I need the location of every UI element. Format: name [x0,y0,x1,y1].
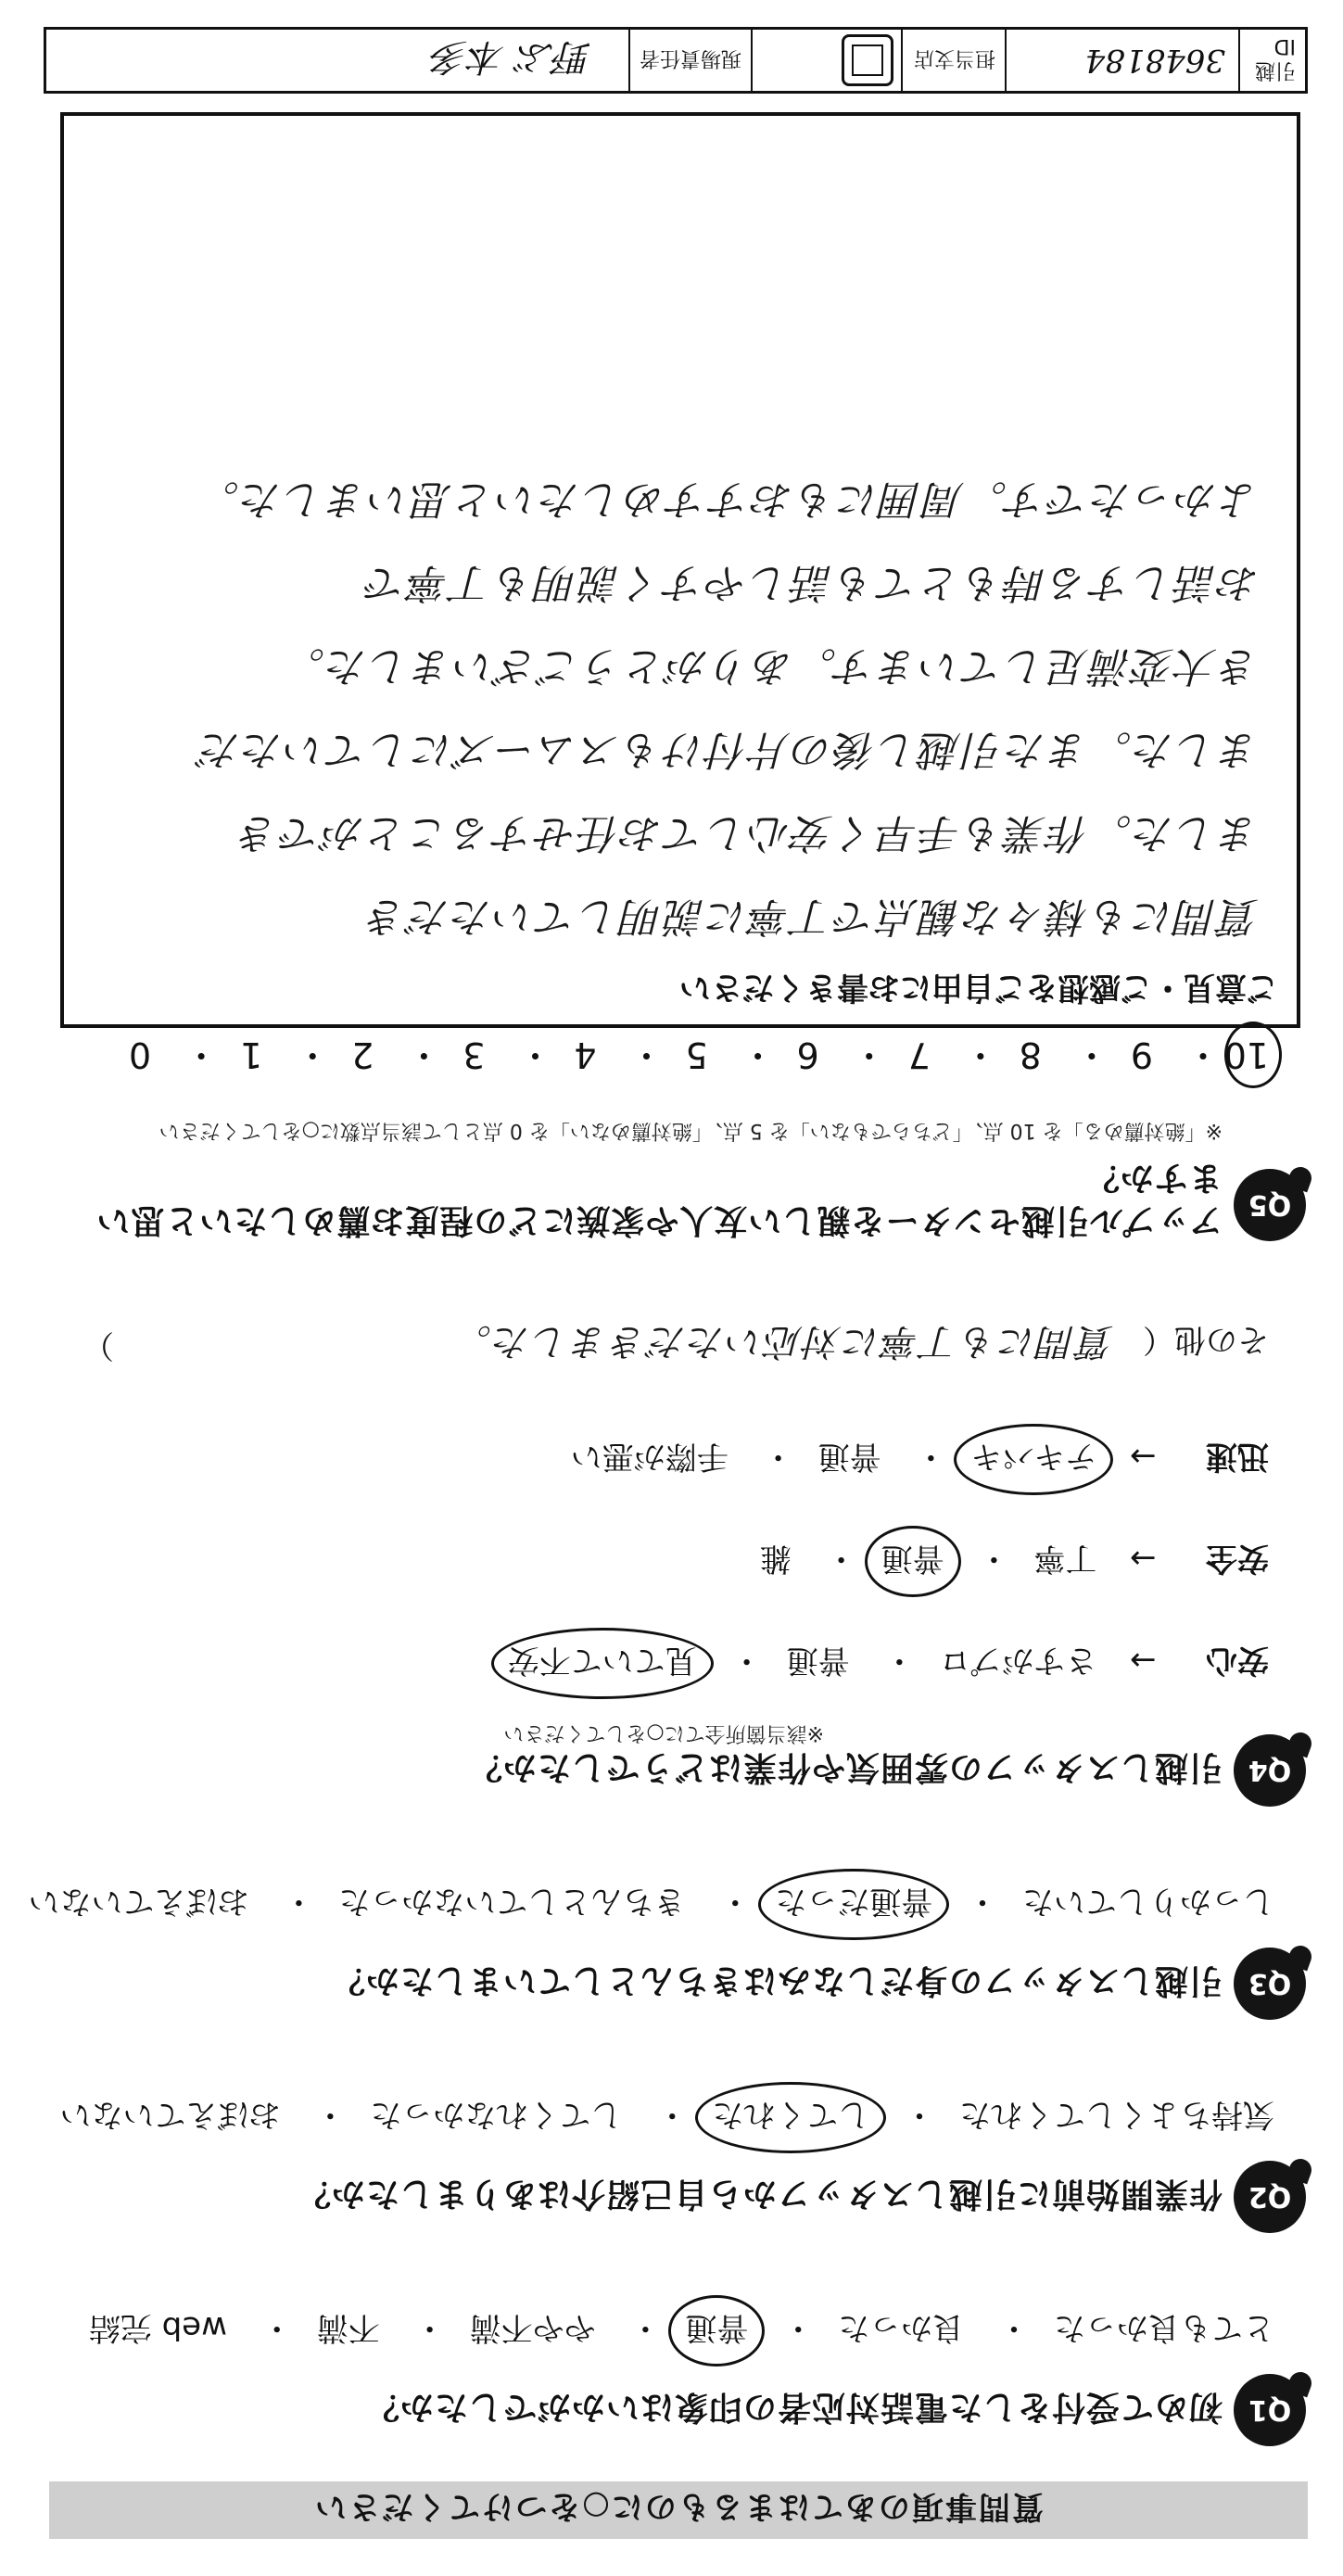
q2-options: 気持ちよくしてくれた・ してくれた・ してくれなかった・ おぼえていない [57,2095,1278,2140]
q3-option-2-selected[interactable]: 普通だった [771,1882,936,1927]
q4-row-jinsoku: 迅速 → テキパキ・ 普通・ 手際が悪い [567,1437,1269,1482]
q2-option-1[interactable]: 気持ちよくしてくれた [959,2096,1274,2133]
q4-text: 引越しスタッフの雰囲気や作業はどうでしたか？ [467,1748,1223,1786]
comment-line-2: ました。作業も手早く安心してお任せすることができ [236,809,1260,857]
q3-text: 引越しスタッフの身だしなみはきちんとしていましたか？ [330,1961,1223,1999]
q4-row3-option-2[interactable]: 普通 [817,1438,881,1475]
q4-other-row [64,1318,1269,1371]
footer-branch-stamp [751,30,901,91]
q1-option-4[interactable]: やや不満 [469,2309,596,2346]
footer-signature-cell [46,30,628,91]
q5-score-1[interactable]: 1 [240,1034,263,1075]
q1-option-3-selected[interactable]: 普通 [681,2308,752,2354]
survey-header [49,2481,1308,2539]
comment-line-4: き大変満足しています。ありがとうございました。 [282,642,1260,690]
q4-row3-option-1-selected[interactable]: テキパキ [967,1437,1100,1482]
comment-box[interactable] [60,112,1300,1028]
q4-row-anzen: 安全 → 丁寧・ 普通・ 雑 [756,1539,1269,1584]
comment-line-5: お話しする時もとても話しやすく説明も丁寧で [364,559,1260,606]
q5-score-2[interactable]: 2 [351,1034,374,1075]
q4-row-anshin: 安心 → さすがプロ・ 普通・ 見ていて不安 [504,1641,1269,1686]
q5-score-5[interactable]: 5 [685,1034,708,1075]
footer-id-label: 引越 ID [1238,30,1305,91]
q5-text: アップル引越センターを親しい友人や家族にどの程度お薦めしたいと思いますか？ [95,1159,1223,1239]
q2-option-4[interactable]: おぼえていない [59,2096,281,2133]
q4-row1-option-3-selected[interactable]: 見ていて不安 [504,1641,701,1686]
q4-badge-icon: Q4 [1234,1734,1306,1807]
q4-row3-option-3[interactable]: 手際が悪い [570,1438,729,1475]
q1-option-2[interactable]: 良かった [838,2309,965,2346]
footer-leader-label: 現場責任者 [628,30,751,91]
q5-badge-icon: Q5 [1234,1169,1306,1241]
q5-score-4[interactable]: 4 [574,1034,597,1075]
q4-row-label: 安全 [1206,1540,1269,1577]
q4-other-close: ） [82,1326,114,1364]
q5-score-7[interactable]: 7 [907,1034,931,1075]
branch-stamp-icon [842,34,893,86]
question-2 [0,2085,1343,2233]
q2-option-3[interactable]: してくれなかった [370,2096,623,2133]
q4-row1-option-2[interactable]: 普通 [786,1642,850,1679]
q5-score-6[interactable]: 6 [796,1034,819,1075]
q2-option-2-selected[interactable]: してくれた [708,2095,873,2140]
arrow-right-icon: → [1129,1642,1157,1679]
q4-other-label: その他（ [1143,1321,1269,1358]
question-1 [0,2298,1343,2446]
question-5 [0,1019,1343,1241]
question-3 [0,1872,1343,2020]
q3-option-3[interactable]: きちんとしていなかった [338,1883,686,1920]
q3-badge-icon: Q3 [1234,1948,1306,2020]
q4-note: ※該当箇所全てに○をしてください [503,1721,824,1745]
leader-signature: 野ぶ 本多 [431,35,591,79]
q2-text: 作業開始前に引越しスタッフから自己紹介はありましたか？ [296,2175,1223,2213]
q4-row-label: 迅速 [1206,1438,1269,1475]
footer-branch-label: 担当支店 [901,30,1005,91]
footer-table [44,27,1308,94]
q1-options: とても良かった・ 良かった・ 普通・ やや不満・ 不満・ web 完結 [85,2308,1278,2354]
q5-score-10-selected[interactable]: 10 [1223,1034,1269,1075]
q1-badge-icon: Q1 [1234,2374,1306,2446]
q5-score-3[interactable]: 3 [462,1034,486,1075]
comment-title: ご意見・ご感想をご自由にお書きください [679,969,1278,1006]
comment-line-6: よかったです。周囲にもおすすめしたいと思いました。 [196,476,1260,523]
arrow-right-icon: → [1129,1438,1157,1475]
q5-score-0[interactable]: 0 [128,1034,152,1075]
q5-note: ※「絶対薦める」を 10 点、「どちらでもない」を 5 点、「絶対薦めない」を 0 点として該当点数に○をしてください [158,1119,1223,1142]
footer-id-value: 3648184 [1005,30,1238,91]
q1-option-1[interactable]: とても良かった [1054,2309,1274,2346]
q4-row-label: 安心 [1206,1642,1269,1679]
q4-row2-option-1[interactable]: 丁寧 [1033,1540,1097,1577]
comment-line-1: 質問にも様々な観点で丁寧に説明していただき [364,893,1260,940]
q4-other-handwritten[interactable]: 質問にも丁寧に対応いただきました。 [452,1320,1115,1363]
q1-option-6[interactable]: web 完結 [88,2309,227,2346]
q4-row1-option-1[interactable]: さすがプロ [939,1642,1097,1679]
q1-text: 初めて受付をした電話対応者の印象はいかがでしたか？ [364,2388,1223,2426]
comment-line-3: ました。また引越し後の片付けもスムーズにしていただ [197,726,1260,773]
question-4 [0,1269,1343,1807]
q5-scale: 10・ 9・ 8・ 7・ 6・ 5・ 4・ 3・ 2・ 1・ 0 [124,1033,1269,1084]
arrow-right-icon: → [1129,1540,1157,1577]
q4-row2-option-2-selected[interactable]: 普通 [878,1539,948,1584]
q3-option-1[interactable]: しっかりしていた [1022,1883,1274,1920]
header-title: 質問事項のあてはまるものに○をつけてください [313,2488,1044,2526]
q4-row2-option-3[interactable]: 雑 [759,1540,792,1577]
q1-option-5[interactable]: 不満 [316,2309,380,2346]
q3-options: しっかりしていた・ 普通だった・ きちんとしていなかった・ おぼえていない [25,1882,1278,1927]
q5-score-8[interactable]: 8 [1019,1034,1042,1075]
q5-score-9[interactable]: 9 [1130,1034,1153,1075]
q3-option-4[interactable]: おぼえていない [28,1883,249,1920]
q2-badge-icon: Q2 [1234,2161,1306,2233]
